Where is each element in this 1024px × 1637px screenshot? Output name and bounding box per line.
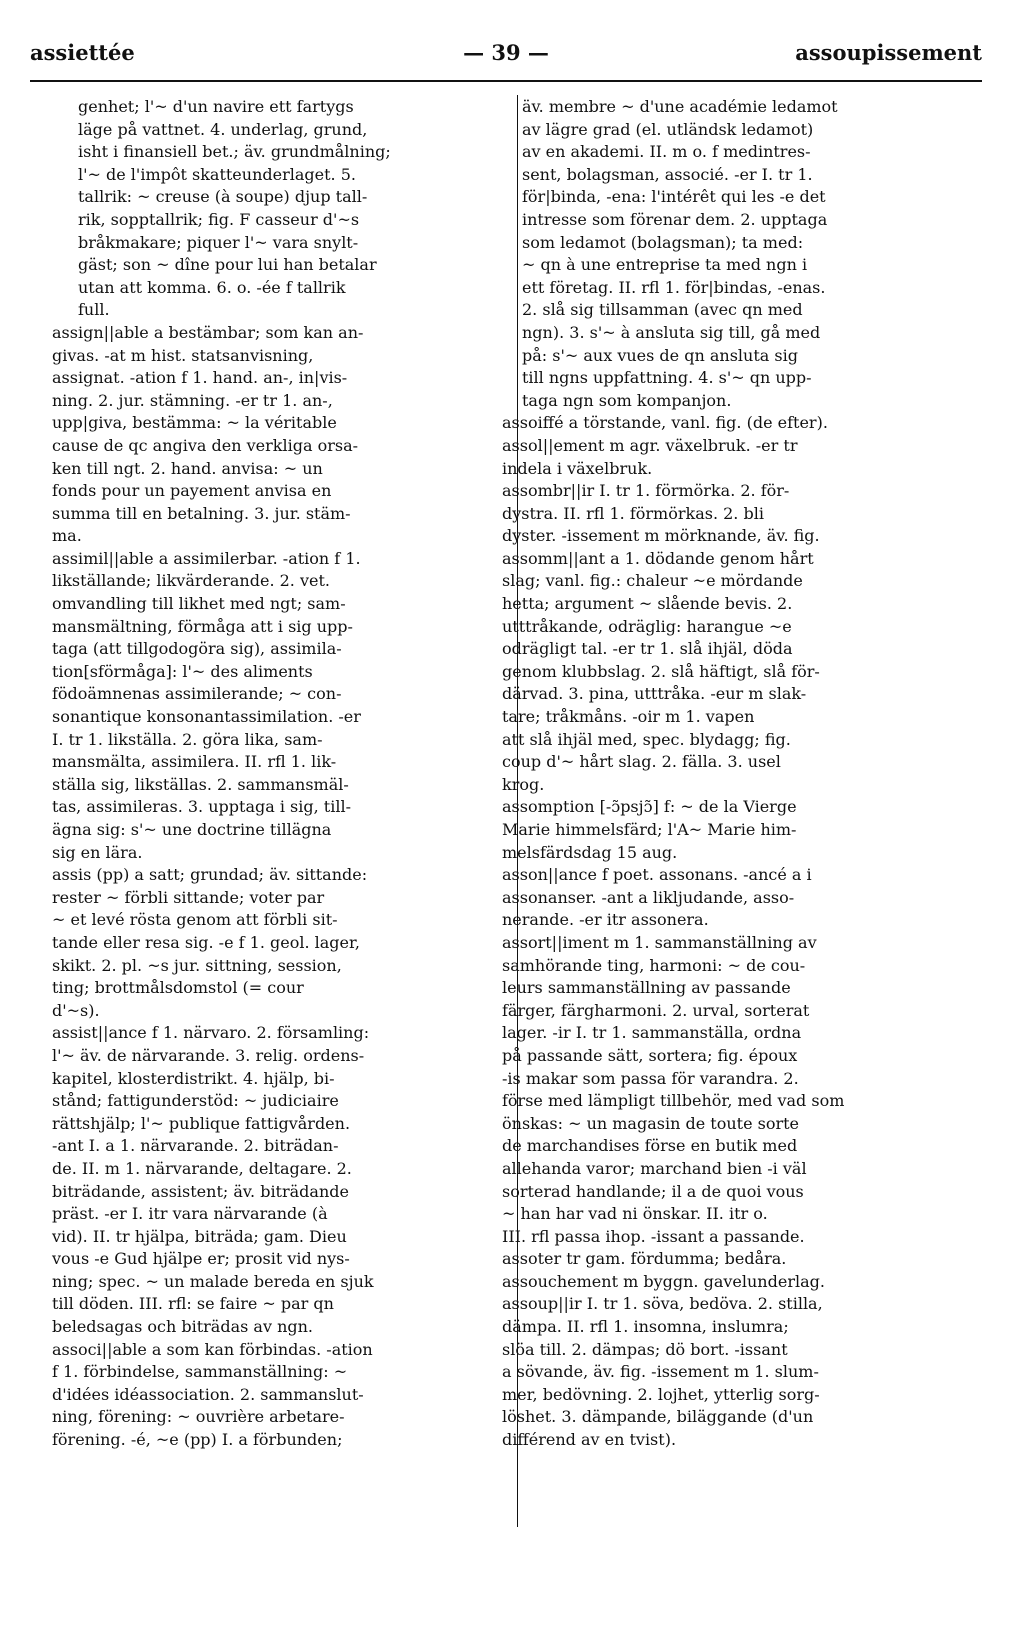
header-rule — [30, 80, 982, 82]
entry-line: assoup||ir I. tr 1. söva, bedöva. 2. stilla, — [502, 1294, 823, 1314]
entry-line: sonantique konsonantassimilation. -er — [52, 707, 361, 727]
entry-line: förse med lämpligt tillbehör, med vad som — [502, 1091, 845, 1111]
entry-line: vid). II. tr hjälpa, biträda; gam. Dieu — [52, 1226, 347, 1246]
entry-line: odrägligt tal. -er tr 1. slå ihjäl, döda — [502, 639, 793, 659]
entry-line: dämpa. II. rfl 1. insomna, inslumra; — [502, 1317, 789, 1337]
entry-line: sent, bolagsman, associé. -er I. tr 1. — [522, 164, 813, 184]
entry-line: gäst; son ~ dîne pour lui han betalar — [78, 255, 377, 275]
entry-line: tande eller resa sig. -e f 1. geol. lager, — [52, 932, 360, 952]
entry-line: av en akademi. II. m o. f medintres- — [522, 142, 811, 162]
entry-line: ägna sig: s'~ une doctrine tillägna — [52, 820, 332, 839]
entry-line: allehanda varor; marchand bien -i väl — [502, 1158, 807, 1178]
entry-line: utttråkande, odräglig: harangue ~e — [502, 616, 792, 636]
entry-line: bråkmakare; piquer l'~ vara snylt- — [78, 232, 359, 252]
entry-line: för|binda, -ena: l'intérêt qui les -e det — [522, 187, 826, 207]
entry-line: leurs sammanställning av passande — [502, 978, 791, 998]
entry-line: rättshjälp; l'~ publique fattigvården. — [52, 1113, 351, 1133]
dictionary-entry — [502, 864, 950, 932]
entry-line: assombr||ir I. tr 1. förmörka. 2. för- — [502, 481, 790, 501]
dictionary-entry — [502, 932, 950, 1248]
entry-line: isht i finansiell bet.; äv. grundmålning; — [78, 142, 391, 162]
entry-line: cause de qc angiva den verkliga orsa- — [52, 435, 359, 455]
entry-line: assol||ement m agr. växelbruk. -er tr — [502, 435, 798, 455]
entry-line: äv. membre ~ d'une académie ledamot — [522, 97, 838, 116]
entry-line: ett företag. II. rfl 1. för|bindas, -enas. — [522, 277, 826, 297]
entry-line: stånd; fattigunderstöd: ~ judiciaire — [52, 1091, 339, 1111]
entry-line: d'idées idéassociation. 2. sammanslut- — [52, 1384, 364, 1404]
dictionary-entry — [52, 96, 507, 322]
entry-line: assoter tr gam. fördumma; bedåra. — [502, 1249, 787, 1269]
entry-line: till ngns uppfattning. 4. s'~ qn upp- — [522, 368, 812, 388]
entry-line: nerande. -er itr assonera. — [502, 910, 709, 930]
entry-line: intresse som förenar dem. 2. upptaga — [522, 209, 828, 229]
entry-line: ~ han har vad ni önskar. II. itr o. — [502, 1204, 768, 1224]
entry-line: ting; brottmålsdomstol (= cour — [52, 978, 304, 998]
entry-line: l'~ äv. de närvarande. 3. relig. ordens- — [52, 1045, 365, 1065]
entry-line: a sövande, äv. fig. -issement m 1. slum- — [502, 1362, 819, 1382]
entry-line: assonanser. -ant a likljudande, asso- — [502, 887, 795, 907]
entry-line: dyster. -issement m mörknande, äv. fig. — [502, 526, 820, 546]
entry-line: full. — [78, 300, 110, 320]
entry-line: upp|giva, bestämma: ~ la véritable — [52, 413, 337, 433]
entry-line: -ant I. a 1. närvarande. 2. biträdan- — [52, 1136, 339, 1156]
entry-line: av lägre grad (el. utländsk ledamot) — [522, 119, 814, 139]
entry-line: omvandling till likhet med ngt; sam- — [52, 594, 346, 614]
entry-line: melsfärdsdag 15 aug. — [502, 842, 678, 862]
entry-line: fonds pour un payement anvisa en — [52, 481, 332, 501]
entry-line: assist||ance f 1. närvaro. 2. församling: — [52, 1023, 370, 1043]
entry-line: löshet. 3. dämpande, biläggande (d'un — [502, 1407, 814, 1427]
entry-line: ken till ngt. 2. hand. anvisa: ~ un — [52, 458, 323, 478]
entry-line: -is makar som passa för varandra. 2. — [502, 1068, 799, 1088]
entry-line: indela i växelbruk. — [502, 458, 653, 478]
entry-line: på: s'~ aux vues de qn ansluta sig — [522, 345, 798, 365]
entry-line: Marie himmelsfärd; l'A~ Marie him- — [502, 820, 797, 839]
entry-line: de. II. m 1. närvarande, deltagare. 2. — [52, 1158, 352, 1178]
dictionary-entry — [502, 435, 950, 480]
entry-line: 2. slå sig tillsamman (avec qn med — [522, 300, 803, 320]
page-header — [30, 40, 982, 76]
entry-line: asson||ance f poet. assonans. -ancé a i — [502, 865, 812, 885]
entry-line: assoiffé a törstande, vanl. fig. (de efter). — [502, 413, 828, 433]
dictionary-entry — [502, 1293, 950, 1451]
entry-line: ~ qn à une entreprise ta med ngn i — [522, 255, 808, 275]
entry-line: assomption [-ɔ̃psjɔ̃] f: ~ de la Vierge — [502, 797, 797, 817]
entry-line: de marchandises förse en butik med — [502, 1136, 798, 1156]
entry-line: utan att komma. 6. o. -ée f tallrik — [78, 277, 346, 297]
entry-line: tas, assimileras. 3. upptaga i sig, till- — [52, 797, 351, 817]
entry-line: ning, förening: ~ ouvrière arbetare- — [52, 1407, 345, 1427]
entry-line: assimil||able a assimilerbar. -ation f 1. — [52, 548, 361, 568]
dictionary-entry — [502, 96, 950, 412]
entry-line: mer, bedövning. 2. lojhet, ytterlig sorg- — [502, 1384, 820, 1404]
entry-line: att slå ihjäl med, spec. blydagg; fig. — [502, 729, 791, 749]
entry-line: tallrik: ~ creuse (à soupe) djup tall- — [78, 187, 368, 207]
entry-line: präst. -er I. itr vara närvarande (à — [52, 1204, 328, 1224]
entry-line: taga (att tillgodogöra sig), assimila- — [52, 639, 342, 659]
entry-line: som ledamot (bolagsman); ta med: — [522, 232, 804, 252]
entry-line: genom klubbslag. 2. slå häftigt, slå för- — [502, 661, 820, 681]
entry-line: assis (pp) a satt; grundad; äv. sittande: — [52, 865, 368, 885]
entry-line: till döden. III. rfl: se faire ~ par qn — [52, 1294, 334, 1314]
entry-line: hetta; argument ~ slående bevis. 2. — [502, 594, 793, 614]
entry-line: givas. -at m hist. statsanvisning, — [52, 345, 314, 365]
entry-line: ngn). 3. s'~ à ansluta sig till, gå med — [522, 322, 821, 342]
entry-line: biträdande, assistent; äv. biträdande — [52, 1181, 349, 1201]
entry-line: skikt. 2. pl. ~s jur. sittning, session, — [52, 955, 342, 975]
dictionary-entry — [52, 1339, 507, 1452]
dictionary-entry — [502, 1248, 950, 1271]
entry-line: assort||iment m 1. sammanställning av — [502, 932, 817, 952]
entry-line: assign||able a bestämbar; som kan an- — [52, 322, 364, 342]
header-first-word: assiettée — [30, 40, 135, 65]
dictionary-entry — [52, 548, 507, 864]
entry-line: rester ~ förbli sittande; voter par — [52, 887, 325, 907]
entry-line: på passande sätt, sortera; fig. époux — [502, 1045, 798, 1065]
entry-line: rik, sopptallrik; fig. F casseur d'~s — [78, 209, 360, 229]
left-column — [52, 96, 507, 1452]
dictionary-entry — [502, 548, 950, 797]
entry-line: dystra. II. rfl 1. förmörkas. 2. bli — [502, 503, 764, 523]
entry-line: födoämnenas assimilerande; ~ con- — [52, 684, 342, 704]
entry-line: vous -e Gud hjälpe er; prosit vid nys- — [52, 1249, 350, 1269]
entry-line: genhet; l'~ d'un navire ett fartygs — [78, 97, 354, 116]
entry-line: associ||able a som kan förbindas. -ation — [52, 1339, 373, 1359]
entry-line: coup d'~ hårt slag. 2. fälla. 3. usel — [502, 752, 781, 772]
entry-line: förening. -é, ~e (pp) I. a förbunden; — [52, 1430, 343, 1450]
dictionary-entry — [502, 480, 950, 548]
entry-line: sorterad handlande; il a de quoi vous — [502, 1181, 804, 1201]
entry-line: ställa sig, likställas. 2. sammansmäl- — [52, 774, 349, 794]
entry-line: slag; vanl. fig.: chaleur ~e mördande — [502, 571, 803, 591]
entry-line: beledsagas och biträdas av ngn. — [52, 1317, 314, 1337]
entry-line: tare; tråkmåns. -oir m 1. vapen — [502, 707, 755, 727]
entry-line: f 1. förbindelse, sammanställning: ~ — [52, 1362, 348, 1382]
entry-line: önskas: ~ un magasin de toute sorte — [502, 1113, 800, 1133]
entry-line: läge på vattnet. 4. underlag, grund, — [78, 119, 368, 139]
dictionary-entry — [52, 322, 507, 548]
entry-line: ma. — [52, 526, 82, 546]
entry-line: färger, färgharmoni. 2. urval, sorterat — [502, 1000, 810, 1020]
header-last-word: assoupissement — [795, 40, 982, 65]
entry-line: l'~ de l'impôt skatteunderlaget. 5. — [78, 164, 356, 184]
entry-line: mansmälta, assimilera. II. rfl 1. lik- — [52, 752, 337, 772]
entry-line: krog. — [502, 774, 545, 794]
entry-line: sig en lära. — [52, 842, 143, 862]
entry-line: slöa till. 2. dämpas; dö bort. -issant — [502, 1339, 788, 1359]
right-column — [502, 96, 950, 1452]
entry-line: tion[sförmåga]: l'~ des aliments — [52, 661, 313, 681]
entry-line: différend av en tvist). — [502, 1430, 677, 1450]
dictionary-entry — [52, 1022, 507, 1338]
entry-line: ~ et levé rösta genom att förbli sit- — [52, 910, 338, 930]
dictionary-entry — [502, 1271, 950, 1294]
entry-line: ning. 2. jur. stämning. -er tr 1. an-, — [52, 390, 333, 410]
entry-line: assignat. -ation f 1. hand. an-, in|vis- — [52, 368, 348, 388]
entry-line: därvad. 3. pina, utttråka. -eur m slak- — [502, 684, 807, 704]
entry-line: d'~s). — [52, 1000, 100, 1020]
entry-line: summa till en betalning. 3. jur. stäm- — [52, 503, 351, 523]
entry-line: III. rfl passa ihop. -issant a passande. — [502, 1226, 805, 1246]
entry-line: samhörande ting, harmoni: ~ de cou- — [502, 955, 806, 975]
entry-line: kapitel, klosterdistrikt. 4. hjälp, bi- — [52, 1068, 335, 1088]
page-number: — 39 — — [463, 40, 549, 65]
entry-line: taga ngn som kompanjon. — [522, 390, 732, 410]
entry-line: likställande; likvärderande. 2. vet. — [52, 571, 330, 591]
entry-line: I. tr 1. likställa. 2. göra lika, sam- — [52, 729, 323, 749]
dictionary-entry — [52, 864, 507, 1022]
entry-line: mansmältning, förmåga att i sig upp- — [52, 616, 353, 636]
entry-line: assomm||ant a 1. dödande genom hårt — [502, 548, 814, 568]
entry-line: ning; spec. ~ un malade bereda en sjuk — [52, 1271, 374, 1291]
dictionary-entry — [502, 796, 950, 864]
entry-line: lager. -ir I. tr 1. sammanställa, ordna — [502, 1023, 802, 1043]
dictionary-entry — [502, 412, 950, 435]
entry-line: assouchement m byggn. gavelunderlag. — [502, 1271, 825, 1291]
